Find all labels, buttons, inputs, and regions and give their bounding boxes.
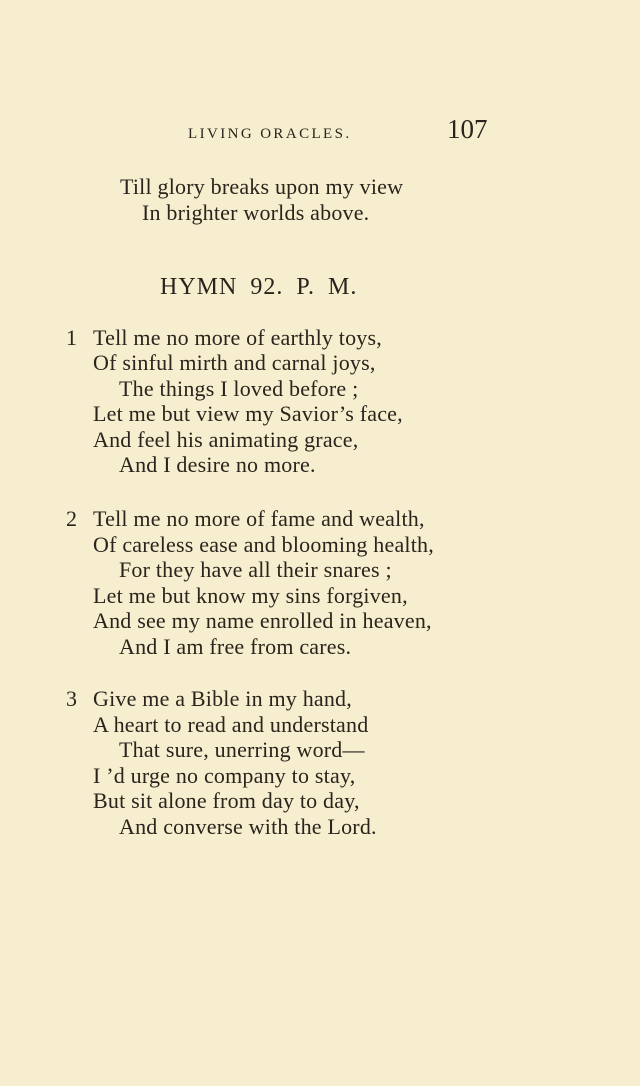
page-number: 107 [447, 114, 488, 144]
verse-line: But sit alone from day to day, [93, 788, 360, 813]
hymn-title: HYMN 92. P. M. [160, 274, 358, 300]
verse-line: Of careless ease and blooming health, [93, 532, 434, 557]
verse-line: Of sinful mirth and carnal joys, [93, 350, 376, 375]
verse-line: Tell me no more of earthly toys, [93, 325, 382, 350]
verse-line: And I am free from cares. [119, 634, 352, 659]
stanza-number: 2 [66, 506, 77, 531]
verse-line: That sure, unerring word— [119, 737, 365, 762]
verse-line: For they have all their snares ; [119, 557, 392, 582]
verse-line: The things I loved before ; [119, 376, 359, 401]
stanza-number: 1 [66, 325, 77, 350]
stanza-number: 3 [66, 686, 77, 711]
verse-line: And see my name enrolled in heaven, [93, 608, 432, 633]
verse-line: And I desire no more. [119, 452, 316, 477]
verse-line: And converse with the Lord. [119, 814, 377, 839]
verse-line: Tell me no more of fame and wealth, [93, 506, 425, 531]
verse-line: Let me but know my sins forgiven, [93, 583, 408, 608]
previous-hymn-line: Till glory breaks upon my view [120, 174, 404, 199]
running-title: LIVING ORACLES. [188, 126, 352, 142]
verse-line: And feel his animating grace, [93, 427, 359, 452]
verse-line: Give me a Bible in my hand, [93, 686, 352, 711]
verse-line: Let me but view my Savior’s face, [93, 401, 403, 426]
previous-hymn-line: In brighter worlds above. [142, 200, 370, 225]
verse-line: A heart to read and understand [93, 712, 369, 737]
verse-line: I ’d urge no company to stay, [93, 763, 356, 788]
